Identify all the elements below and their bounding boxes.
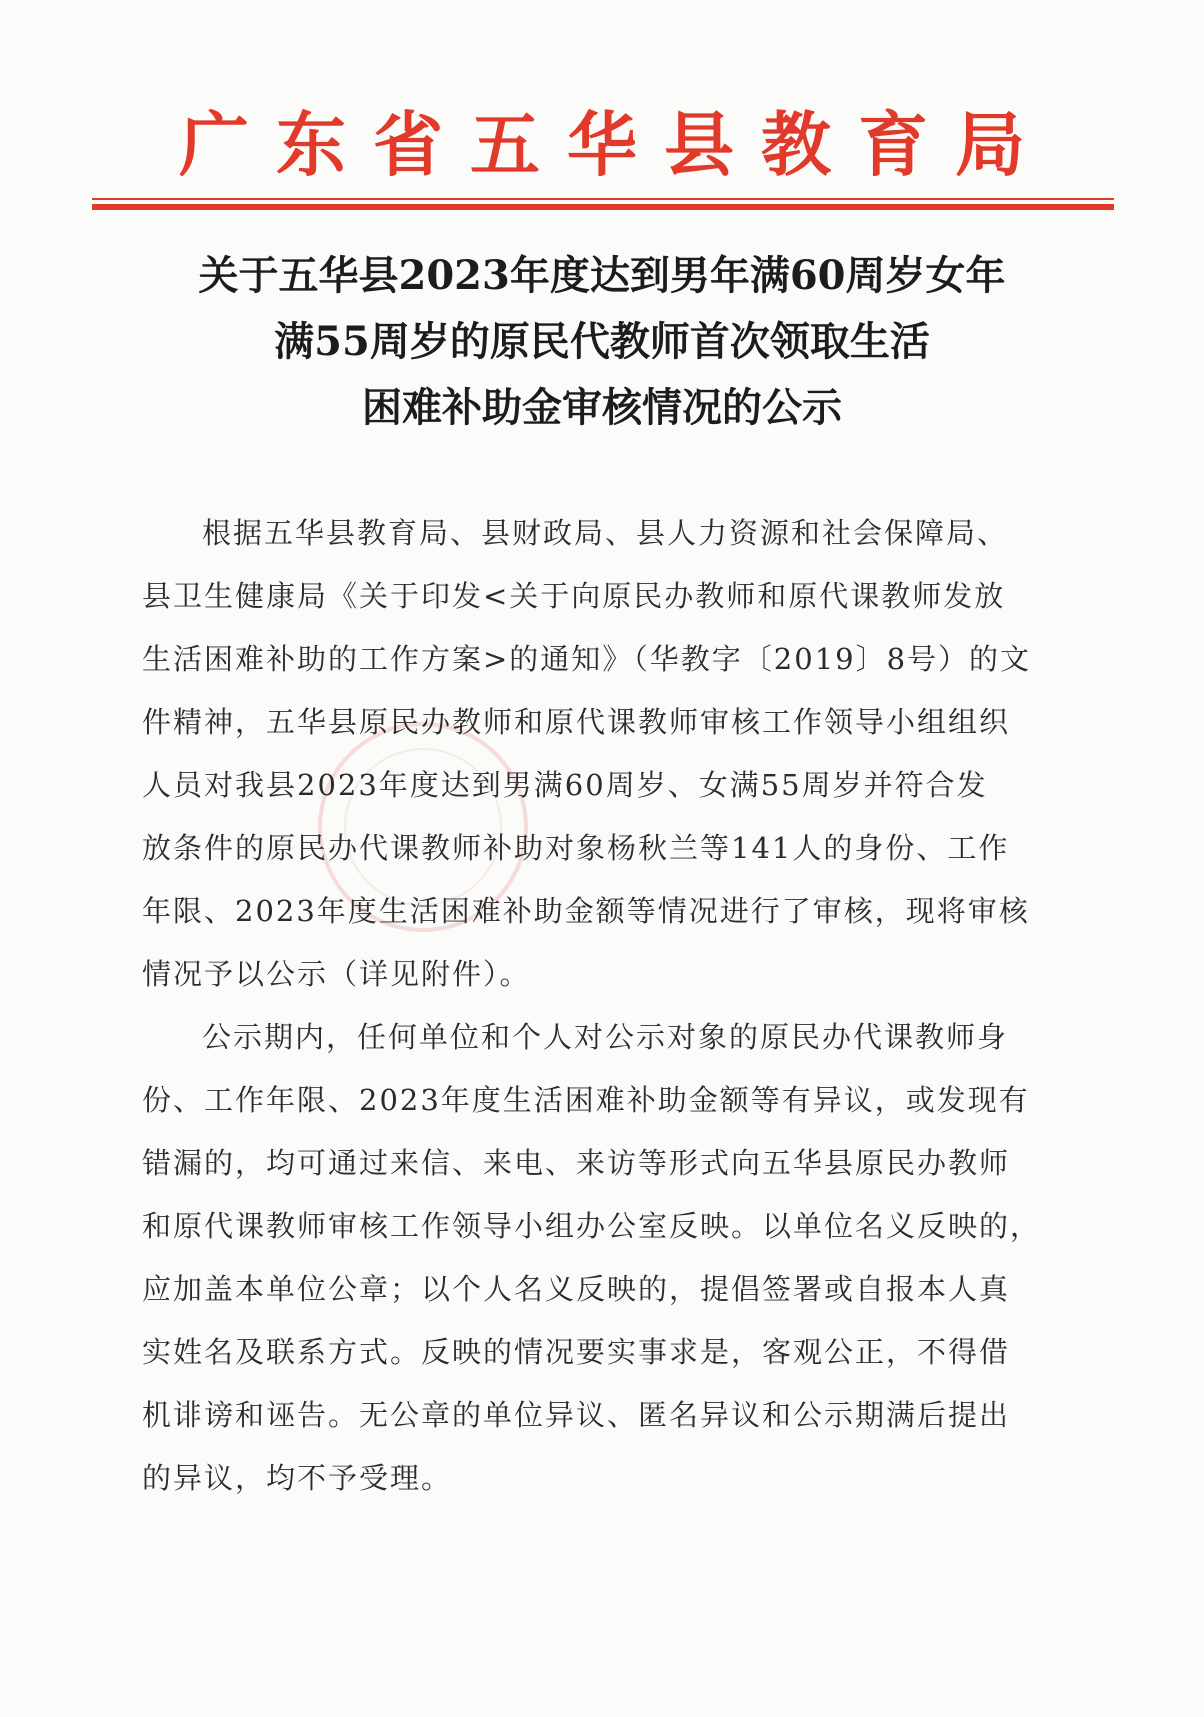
- body-line: 件精神，五华县原民办教师和原代课教师审核工作领导小组组织: [142, 705, 1011, 739]
- body-line: 县卫生健康局《关于印发<关于向原民办教师和原代课教师发放: [142, 579, 1006, 613]
- body-line: 生活困难补助的工作方案>的通知》（华教字〔2019〕8号）的文: [142, 642, 1032, 676]
- body-line: 情况予以公示（详见附件）。: [142, 957, 531, 991]
- body-line: 应加盖本单位公章；以个人名义反映的，提倡签署或自报本人真: [142, 1272, 1011, 1306]
- title-line: 困难补助金审核情况的公示: [362, 384, 842, 431]
- letterhead-rule-thick: [92, 204, 1114, 210]
- document-body: [142, 502, 1074, 1510]
- body-line: 实姓名及联系方式。反映的情况要实事求是，客观公正，不得借: [142, 1335, 1011, 1369]
- letterhead-rule-thin: [92, 198, 1114, 200]
- body-line: 的异议，均不予受理。: [142, 1461, 453, 1495]
- title-line: 关于五华县2023年度达到男年满60周岁女年: [198, 252, 1006, 299]
- body-line: 机诽谤和诬告。无公章的单位异议、匿名异议和公示期满后提出: [142, 1398, 1011, 1432]
- document-title: [0, 243, 1204, 441]
- body-line: 公示期内，任何单位和个人对公示对象的原民办代课教师身: [202, 1020, 1009, 1054]
- body-line: 放条件的原民办代课教师补助对象杨秋兰等141人的身份、工作: [142, 831, 1010, 865]
- body-line: 根据五华县教育局、县财政局、县人力资源和社会保障局、: [202, 516, 1009, 550]
- title-line: 满55周岁的原民代教师首次领取生活: [274, 318, 930, 365]
- letterhead-title: 广东省五华县教育局: [179, 103, 1052, 186]
- body-line: 和原代课教师审核工作领导小组办公室反映。以单位名义反映的，: [142, 1209, 1042, 1243]
- body-line: 年限、2023年度生活困难补助金额等情况进行了审核，现将审核: [142, 894, 1030, 928]
- body-line: 错漏的，均可通过来信、来电、来访等形式向五华县原民办教师: [142, 1146, 1011, 1180]
- body-line: 份、工作年限、2023年度生活困难补助金额等有异议，或发现有: [142, 1083, 1030, 1117]
- body-line: 人员对我县2023年度达到男满60周岁、女满55周岁并符合发: [142, 768, 988, 802]
